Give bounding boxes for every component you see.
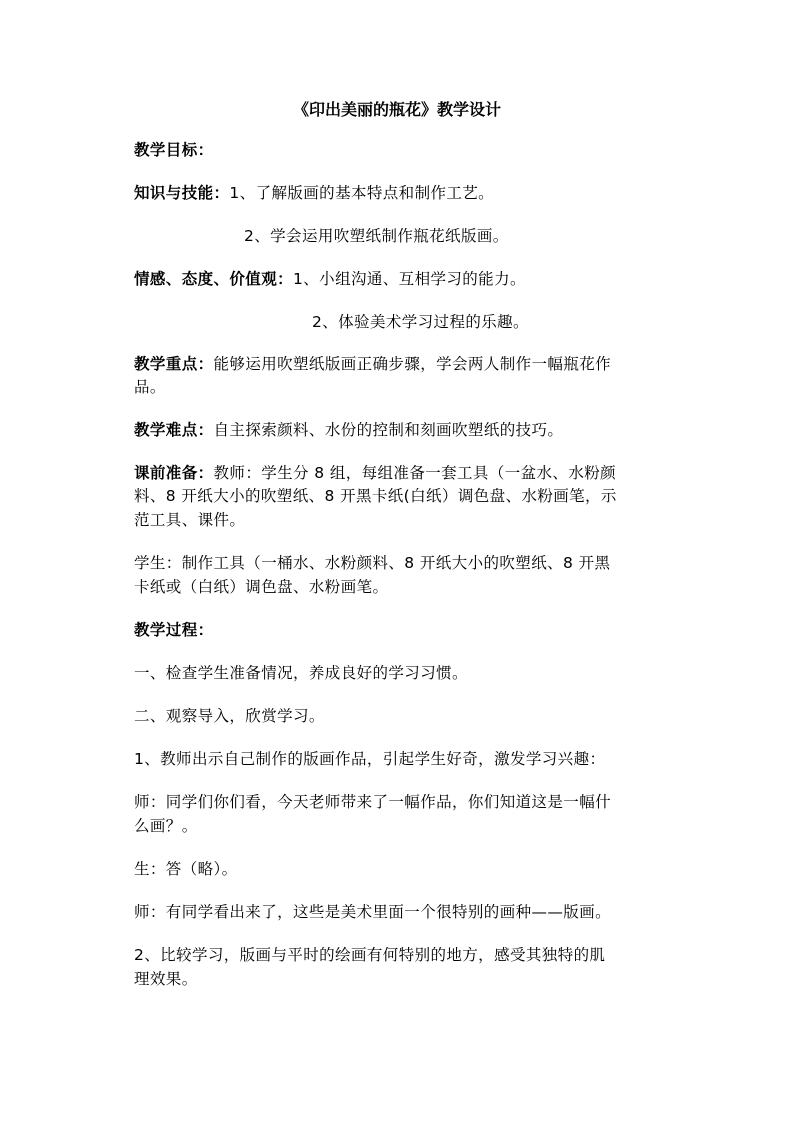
difficulty-line	[134, 420, 563, 440]
process-paragraph-5-line-1: 2、比较学习，版画与平时的绘画有何特别的地方，感受其独特的肌	[134, 946, 606, 964]
key-point-line-2: 品。	[134, 378, 166, 396]
process-paragraph-1: 1、教师出示自己制作的版画作品，引起学生好奇，激发学习兴趣：	[134, 750, 606, 768]
process-heading: 教学过程：	[134, 621, 214, 639]
difficulty-label: 教学难点：	[134, 421, 214, 439]
process-paragraph-2-line-1: 师：同学们你们看，今天老师带来了一幅作品，你们知道这是一幅什	[134, 793, 612, 811]
student-line-2: 卡纸或（白纸）调色盘、水粉画笔。	[134, 578, 389, 596]
process-paragraph-3: 生：答（略）。	[134, 860, 238, 878]
objectives-heading: 教学目标：	[134, 141, 214, 159]
preparation-label: 课前准备：	[134, 464, 214, 482]
emotion-item-1: 1、小组沟通、互相学习的能力。	[293, 270, 526, 288]
preparation-line-1	[134, 463, 616, 483]
student-line-1: 学生：制作工具（一桶水、水粉颜料、8 开纸大小的吹塑纸、8 开黑	[134, 554, 611, 572]
knowledge-label: 知识与技能：	[134, 184, 230, 202]
difficulty-text: 自主探索颜料、水份的控制和刻画吹塑纸的技巧。	[213, 421, 564, 439]
emotion-item-2: 2、体验美术学习过程的乐趣。	[312, 313, 529, 331]
key-point-text: 能够运用吹塑纸版画正确步骤，学会两人制作一幅瓶花作	[213, 355, 612, 373]
preparation-line-3: 范工具、课件。	[134, 511, 246, 529]
knowledge-item-1: 1、了解版画的基本特点和制作工艺。	[229, 184, 495, 202]
process-step-1: 一、检查学生准备情况，养成良好的学习习惯。	[134, 664, 468, 682]
knowledge-skills-line	[134, 183, 494, 203]
document-title: 《印出美丽的瓶花》教学设计	[292, 100, 501, 119]
emotion-line	[134, 269, 526, 289]
preparation-text: 教师：学生分 8 组，每组准备一套工具（一盆水、水粉颜	[213, 464, 617, 482]
key-point-label: 教学重点：	[134, 355, 214, 373]
emotion-label: 情感、态度、价值观：	[134, 270, 294, 288]
process-paragraph-2-line-2: 么画？。	[134, 817, 198, 835]
preparation-line-2: 料、8 开纸大小的吹塑纸、8 开黑卡纸(白纸）调色盘、水粉画笔，示	[134, 487, 617, 505]
process-paragraph-4: 师：有同学看出来了，这些是美术里面一个很特别的画种——版画。	[134, 903, 612, 921]
knowledge-item-2: 2、学会运用吹塑纸制作瓶花纸版画。	[244, 227, 509, 245]
process-paragraph-5-line-2: 理效果。	[134, 970, 198, 988]
key-point-line-1	[134, 354, 611, 374]
process-step-2: 二、观察导入，欣赏学习。	[134, 707, 325, 725]
